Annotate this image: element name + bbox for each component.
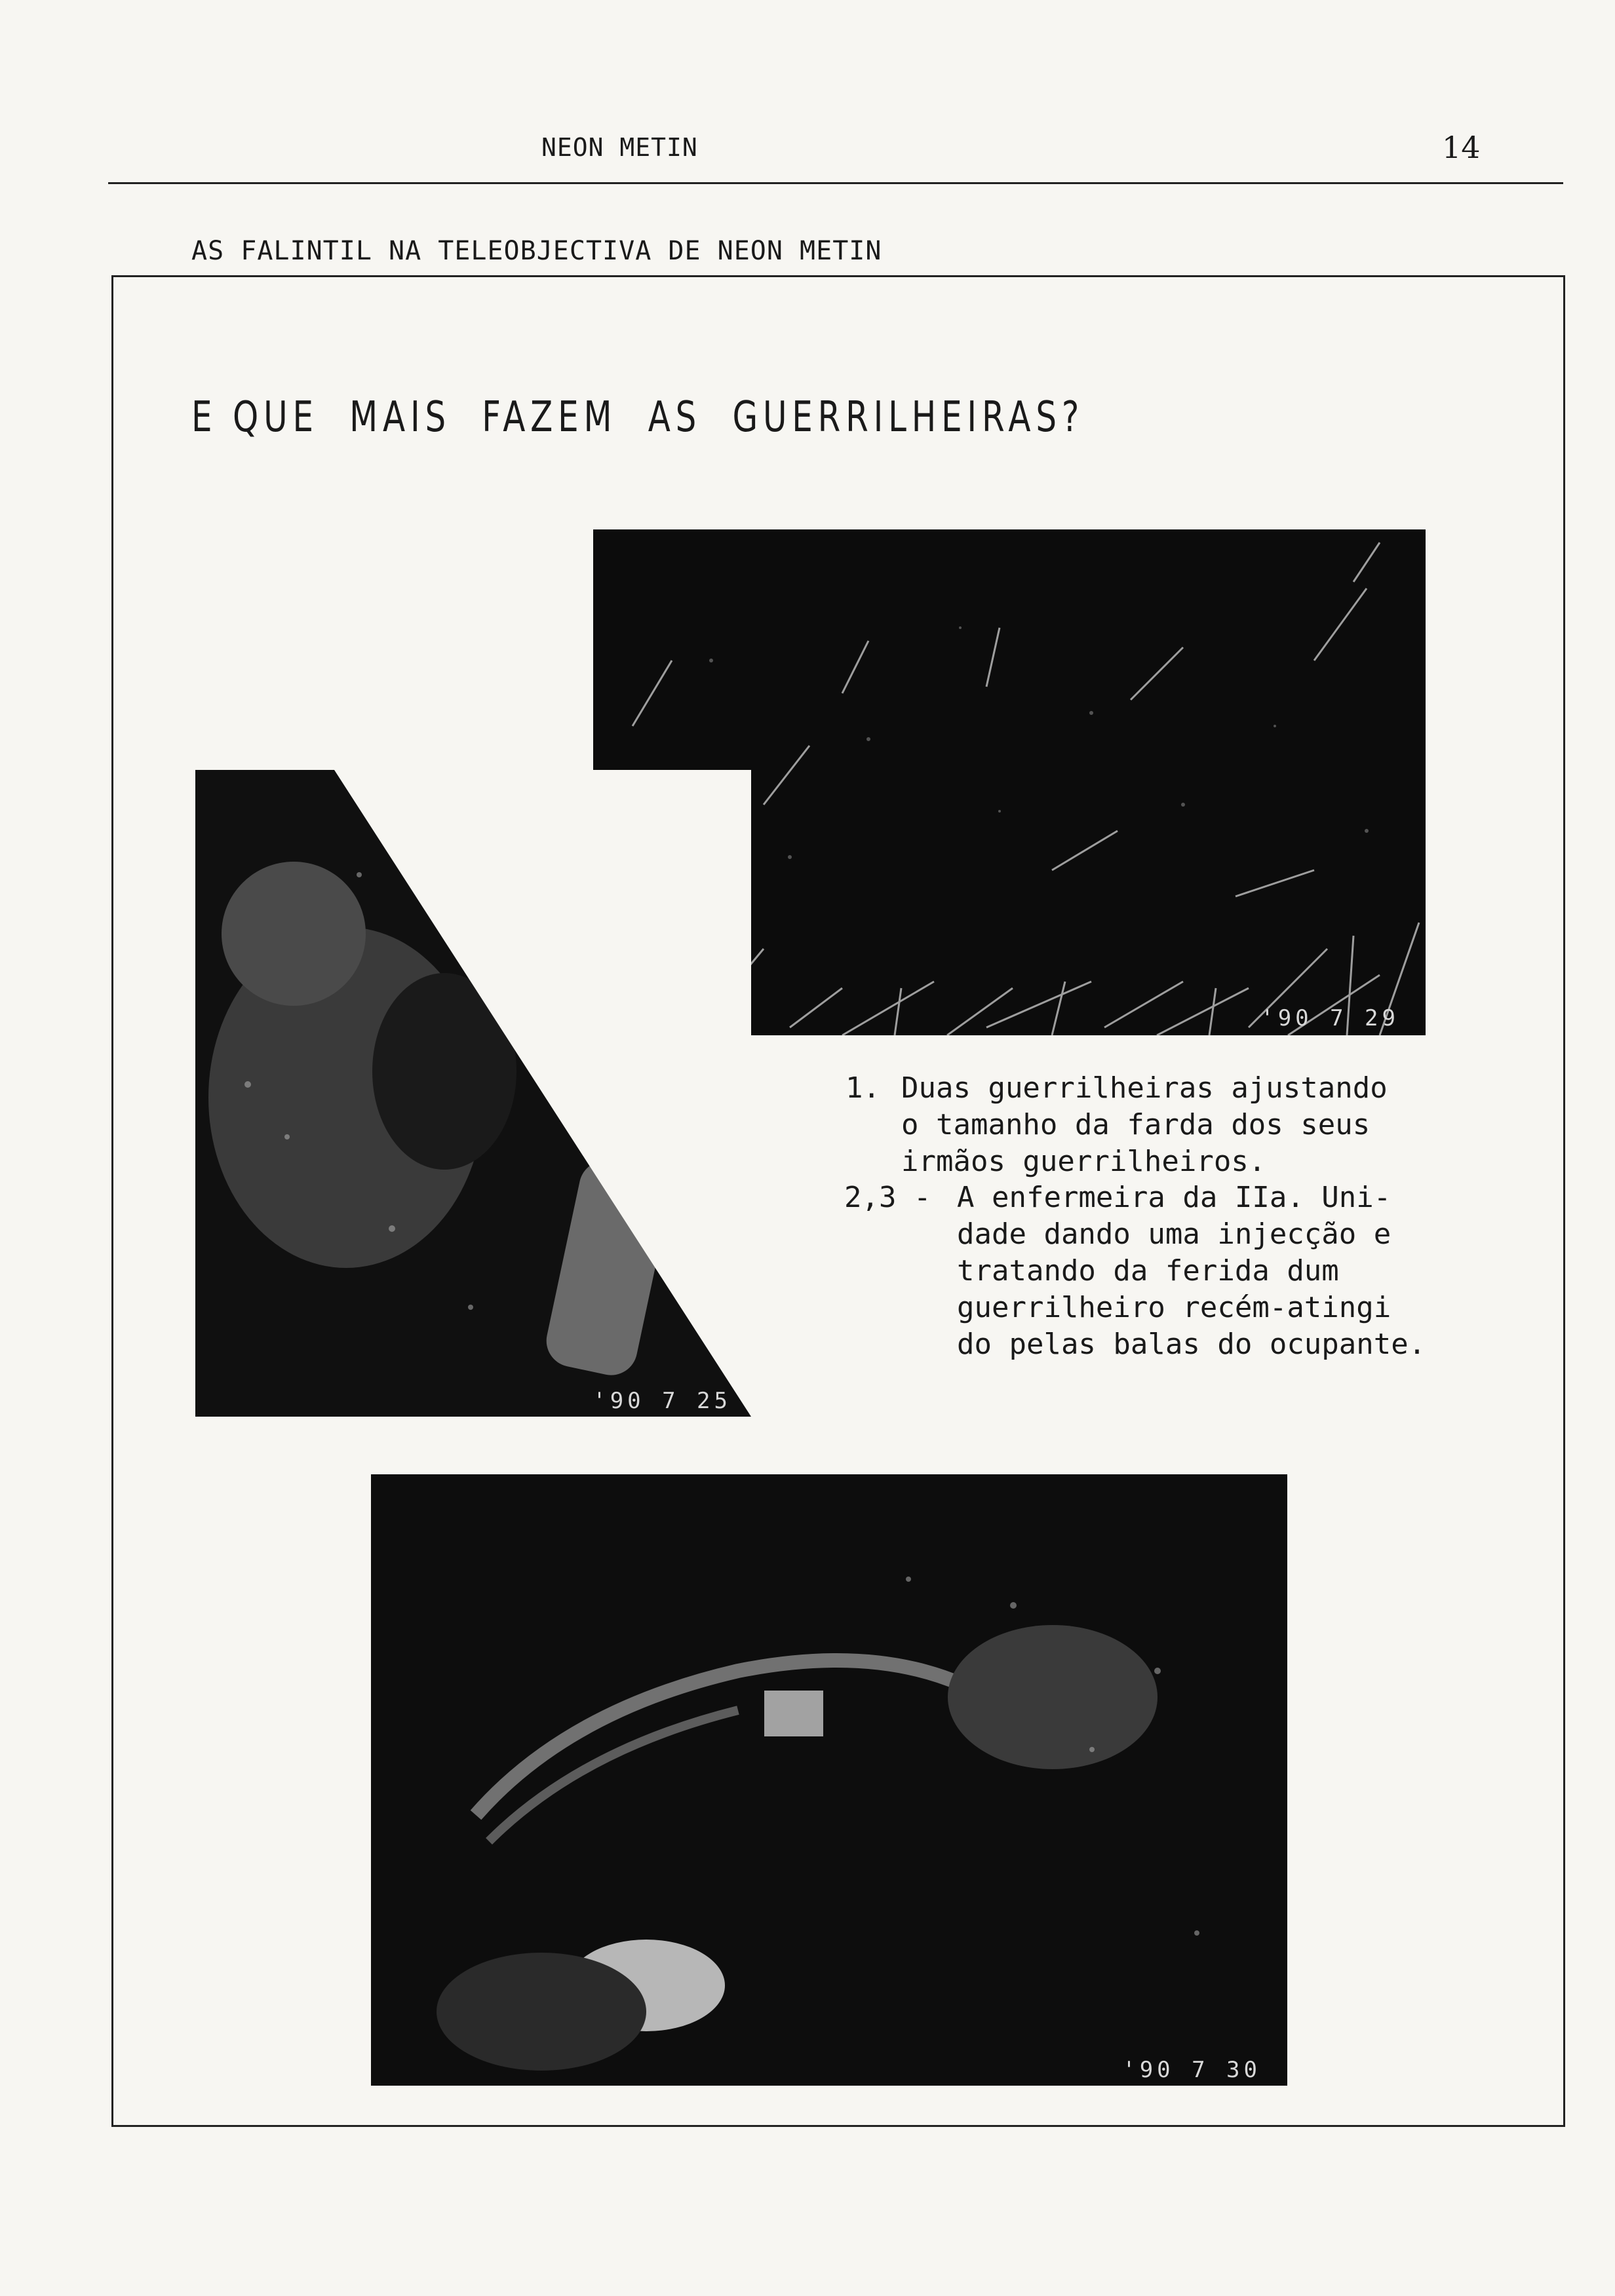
caption-2-text [957,1179,1426,1363]
caption-1-number: 1. [846,1071,880,1105]
caption-1-text [901,1070,1388,1180]
caption-2-line: dade dando uma injecção e [957,1217,1391,1251]
photo-grass-date-stamp: '90 7 29 [1260,1005,1399,1031]
caption-1-line: irmãos guerrilheiros. [901,1145,1266,1178]
caption-2-line: tratando da ferida dum [957,1254,1339,1288]
caption-1-line: o tamanho da farda dos seus [901,1108,1371,1141]
photo-wound-treatment-date-stamp: '90 7 30 [1122,2057,1261,2083]
page-headline: E QUE MAIS FAZEM AS GUERRILHEIRAS? [191,393,1085,442]
caption-2-line: guerrilheiro recém-atingi [957,1291,1391,1324]
photo-nurse-injection-date-stamp: '90 7 25 [593,1388,731,1414]
header-title: NEON METIN [541,133,698,162]
section-label: AS FALINTIL NA TELEOBJECTIVA DE NEON METIN [191,236,882,266]
page-number: 14 [1442,130,1481,165]
photo-wound-treatment-image [371,1474,1287,2086]
caption-2-line: do pelas balas do ocupante. [957,1328,1426,1361]
caption-2-number: 2,3 - [844,1181,931,1214]
header-divider [108,182,1563,184]
caption-2-line: A enfermeira da IIa. Uni- [957,1181,1391,1214]
photo-nurse-injection [195,770,751,1417]
caption-1-line: Duas guerrilheiras ajustando [901,1071,1388,1105]
photo-wound-treatment [371,1474,1287,2086]
